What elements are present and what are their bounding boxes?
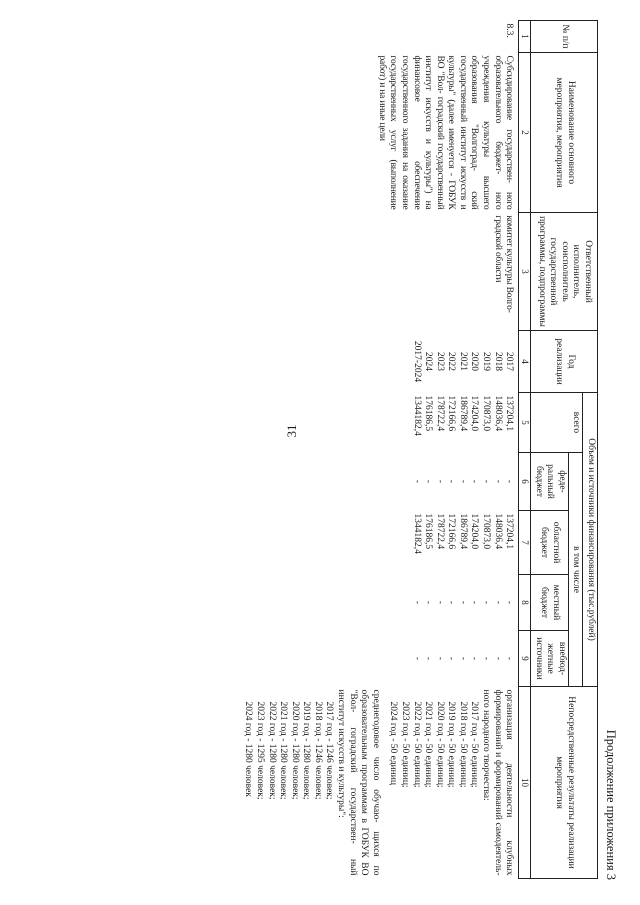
year-value: 2021 bbox=[457, 352, 468, 371]
header-total: всего bbox=[531, 393, 583, 453]
results-clubs-line: 2018 год - 50 единиц; bbox=[457, 701, 468, 788]
year-value: 2017-2024 bbox=[411, 340, 422, 383]
regional-value: 178722,4 bbox=[434, 513, 445, 550]
header-name: Наименование основного мероприятия, мероприятия bbox=[531, 53, 598, 213]
header-results: Непосредственные результаты реализации мероприятия bbox=[531, 687, 598, 879]
results-block-students bbox=[242, 690, 381, 876]
results-students-line: 2017 год - 1246 человек; bbox=[324, 701, 335, 800]
total-value: 148036,4 bbox=[492, 395, 503, 432]
column-number: 2 bbox=[519, 53, 531, 213]
results-clubs-line: 2021 год - 50 единиц; bbox=[423, 701, 434, 788]
header-funding: Объем и источники финансирования (тыс.рублей) bbox=[583, 393, 598, 687]
header-number: № п/п bbox=[531, 21, 598, 53]
results-clubs-line: 2023 год - 50 единиц; bbox=[399, 701, 410, 788]
header-executor: Ответственный исполнитель, соисполнитель государственной программы, подпрограммы bbox=[531, 213, 598, 331]
extra-value: - bbox=[457, 656, 468, 661]
local-value: - bbox=[457, 600, 468, 605]
results-clubs-line: 2024 год - 50 единиц bbox=[388, 701, 399, 785]
federal-value: - bbox=[469, 479, 480, 484]
year-value: 2018 bbox=[492, 352, 503, 371]
header-regional: областной бюджет bbox=[531, 511, 569, 575]
extra-value: - bbox=[423, 656, 434, 661]
extra-value: - bbox=[492, 656, 503, 661]
federal-value: - bbox=[504, 479, 515, 484]
year-cell bbox=[241, 331, 519, 393]
results-students-line: 2021 год - 1280 человек; bbox=[278, 701, 289, 800]
results-clubs-line: 2020 год - 50 единиц; bbox=[434, 701, 445, 788]
column-number: 1 bbox=[519, 21, 531, 53]
federal-value: - bbox=[411, 479, 422, 484]
column-number: 8 bbox=[519, 575, 531, 631]
results-students-line: 2018 год - 1246 человек; bbox=[312, 701, 323, 800]
results-clubs-line: 2017 год - 50 единиц; bbox=[469, 701, 480, 788]
results-students-line: 2019 год - 1280 человек; bbox=[301, 701, 312, 800]
extra-cell bbox=[241, 631, 519, 687]
header-in-that-number: в том числе bbox=[568, 453, 583, 687]
results-block-clubs bbox=[387, 690, 514, 876]
year-value: 2024 bbox=[423, 352, 434, 371]
year-value: 2022 bbox=[446, 352, 457, 371]
results-students-intro: среднегодовое число обучаю- щихся по образовательным программам в ГОБУК ВО "Вол- гоградский государствен- ный институт искусств и культуры": bbox=[336, 689, 381, 876]
total-value: 176186,5 bbox=[423, 395, 434, 432]
column-number: 7 bbox=[519, 511, 531, 575]
federal-value: - bbox=[446, 479, 457, 484]
results-clubs-line: 2019 год - 50 единиц; bbox=[446, 701, 457, 788]
year-value: 2017 bbox=[504, 352, 515, 371]
row-executor: комитет культуры Волго- градской области bbox=[492, 215, 515, 313]
local-cell bbox=[241, 575, 519, 631]
column-number: 9 bbox=[519, 631, 531, 687]
results-clubs-line: 2022 год - 50 единиц; bbox=[411, 701, 422, 788]
extra-value: - bbox=[446, 656, 457, 661]
local-value: - bbox=[504, 600, 515, 605]
year-value: 2023 bbox=[434, 352, 445, 371]
total-value: 186789,4 bbox=[457, 395, 468, 432]
federal-value: - bbox=[423, 479, 434, 484]
header-federal: феде- ральный бюджет bbox=[531, 453, 569, 511]
row-name: Субсидирование государствен- ного образовательного бюджет- ного учреждения культуры высшего образования "Волгоград- ский государственный институт искусств и культуры" (далее именуется - ГОБУК ВО "Вол- гоградский государственный институт искусств и культуры") на финансовое обеспечение государственного задания на оказание государственных услуг (выполнение работ) и на иные цели bbox=[376, 55, 515, 210]
total-value: 172166,6 bbox=[446, 395, 457, 432]
federal-value: - bbox=[492, 479, 503, 484]
extra-value: - bbox=[434, 656, 445, 661]
continuation-title: Продолжение приложения 3 bbox=[604, 729, 618, 880]
program-table bbox=[241, 20, 598, 879]
local-value: - bbox=[411, 600, 422, 605]
results-clubs-intro: организация деятельности клубных формирований и формирований самодеятель- ного народного творчества: bbox=[480, 689, 515, 876]
federal-cell bbox=[241, 453, 519, 511]
regional-value: 1344182,4 bbox=[411, 513, 422, 554]
results-students-line: 2024 год - 1280 человек bbox=[243, 701, 254, 797]
local-value: - bbox=[434, 600, 445, 605]
federal-value: - bbox=[457, 479, 468, 484]
year-value: 2019 bbox=[480, 352, 491, 371]
extra-value: - bbox=[469, 656, 480, 661]
column-number: 10 bbox=[519, 687, 531, 879]
column-number-row bbox=[519, 21, 531, 879]
results-students-line: 2023 год - 1295 человек; bbox=[255, 701, 265, 800]
header-year: Год реализации bbox=[531, 331, 598, 393]
column-number: 3 bbox=[519, 213, 531, 331]
results-students-line: 2022 год - 1280 человек; bbox=[266, 701, 277, 800]
regional-value: 176186,5 bbox=[423, 513, 434, 550]
extra-value: - bbox=[411, 656, 422, 661]
local-value: - bbox=[423, 600, 434, 605]
total-cell bbox=[241, 393, 519, 453]
regional-value: 170873,0 bbox=[480, 513, 491, 550]
table-row bbox=[241, 21, 519, 879]
federal-value: - bbox=[480, 479, 491, 484]
regional-value: 174204,0 bbox=[469, 513, 480, 550]
column-number: 6 bbox=[519, 453, 531, 511]
column-number: 5 bbox=[519, 393, 531, 453]
extra-value: - bbox=[480, 656, 491, 661]
regional-value: 137204,1 bbox=[504, 513, 515, 550]
column-number: 4 bbox=[519, 331, 531, 393]
total-value: 170873,0 bbox=[480, 395, 491, 432]
header-local: местный бюджет bbox=[531, 575, 569, 631]
regional-value: 172166,6 bbox=[446, 513, 457, 550]
row-number: 8.3. bbox=[504, 23, 515, 38]
regional-value: 186789,4 bbox=[457, 513, 468, 550]
total-value: 174204,0 bbox=[469, 395, 480, 432]
results-students-line: 2020 год - 1280 человек; bbox=[289, 701, 300, 800]
federal-value: - bbox=[434, 479, 445, 484]
year-value: 2020 bbox=[469, 352, 480, 371]
total-value: 178722,4 bbox=[434, 395, 445, 432]
regional-value: 148036,4 bbox=[492, 513, 503, 550]
regional-cell bbox=[241, 511, 519, 575]
local-value: - bbox=[469, 600, 480, 605]
header-extra: внебюд- жетные источники bbox=[531, 631, 569, 687]
page-number: 31 bbox=[284, 424, 299, 438]
local-value: - bbox=[480, 600, 491, 605]
total-value: 1344182,4 bbox=[411, 395, 422, 436]
total-value: 137204,1 bbox=[504, 395, 515, 432]
results-cell bbox=[241, 687, 519, 879]
local-value: - bbox=[446, 600, 457, 605]
local-value: - bbox=[492, 600, 503, 605]
extra-value: - bbox=[504, 656, 515, 661]
